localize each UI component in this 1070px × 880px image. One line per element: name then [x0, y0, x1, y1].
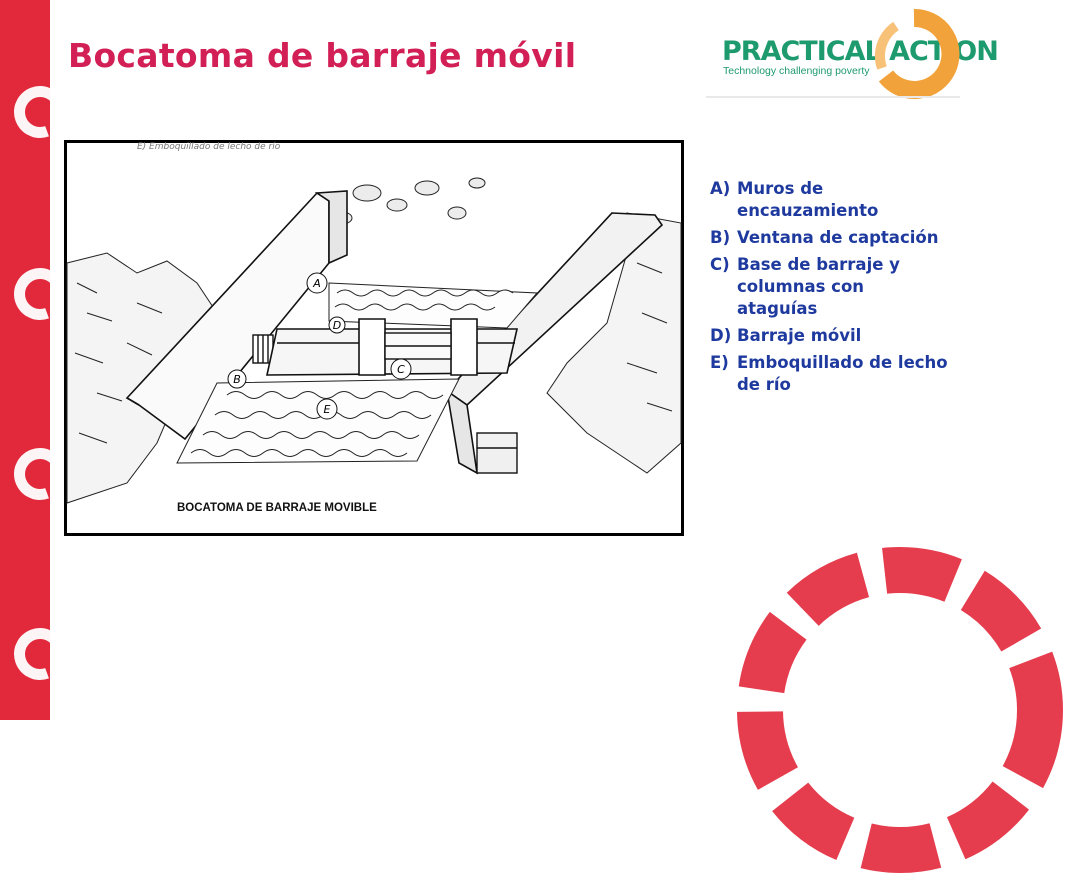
legend-letter: D)	[710, 326, 732, 345]
legend-text: Base de barraje y columnas con ataguías	[737, 255, 900, 318]
marker-c	[391, 359, 411, 379]
movable-barrier	[385, 333, 451, 359]
band-ring-icon	[5, 619, 74, 688]
svg-text:A: A	[313, 277, 321, 290]
legend-item	[710, 227, 950, 249]
legend-item	[710, 352, 950, 396]
legend-text: Emboquillado de lecho de río	[737, 353, 948, 394]
legend-text: Muros de encauzamiento	[737, 179, 879, 220]
svg-text:E: E	[323, 403, 331, 416]
decorative-ring-icon	[730, 540, 1070, 880]
slide-title: Bocatoma de barraje móvil	[68, 36, 577, 75]
legend-letter: C)	[710, 255, 730, 274]
figure-header-note: E) Emboquillado de lecho de río	[137, 142, 281, 152]
cobbled-bed-downstream	[177, 379, 459, 463]
intake-drawing	[67, 143, 681, 533]
figure-caption: BOCATOMA DE BARRAJE MOVIBLE	[177, 502, 377, 514]
legend-list	[710, 178, 950, 401]
legend-letter: B)	[710, 228, 731, 247]
legend-item	[710, 178, 950, 222]
legend-letter: A)	[710, 179, 731, 198]
outfall-structure	[477, 433, 517, 473]
orange-ring-icon	[866, 6, 962, 102]
marker-a	[307, 273, 327, 293]
logo-tagline: Technology challenging poverty	[723, 65, 870, 77]
legend-text: Ventana de captación	[737, 228, 939, 247]
legend-item	[710, 254, 950, 320]
marker-d	[329, 317, 345, 333]
svg-text:D: D	[332, 319, 342, 332]
marker-b	[228, 370, 246, 388]
band-ring-icon	[5, 77, 74, 146]
background-rocks	[332, 178, 485, 224]
svg-text:C: C	[397, 363, 405, 376]
legend-text: Barraje móvil	[737, 326, 862, 345]
header-divider	[706, 96, 960, 98]
left-brand-band	[0, 0, 50, 720]
marker-e	[317, 399, 337, 419]
legend-letter: E)	[710, 353, 729, 372]
intake-diagram	[64, 140, 684, 536]
svg-text:B: B	[233, 373, 241, 386]
logo-name: PRACTICAL ACTION	[722, 36, 998, 67]
legend-item	[710, 325, 950, 347]
